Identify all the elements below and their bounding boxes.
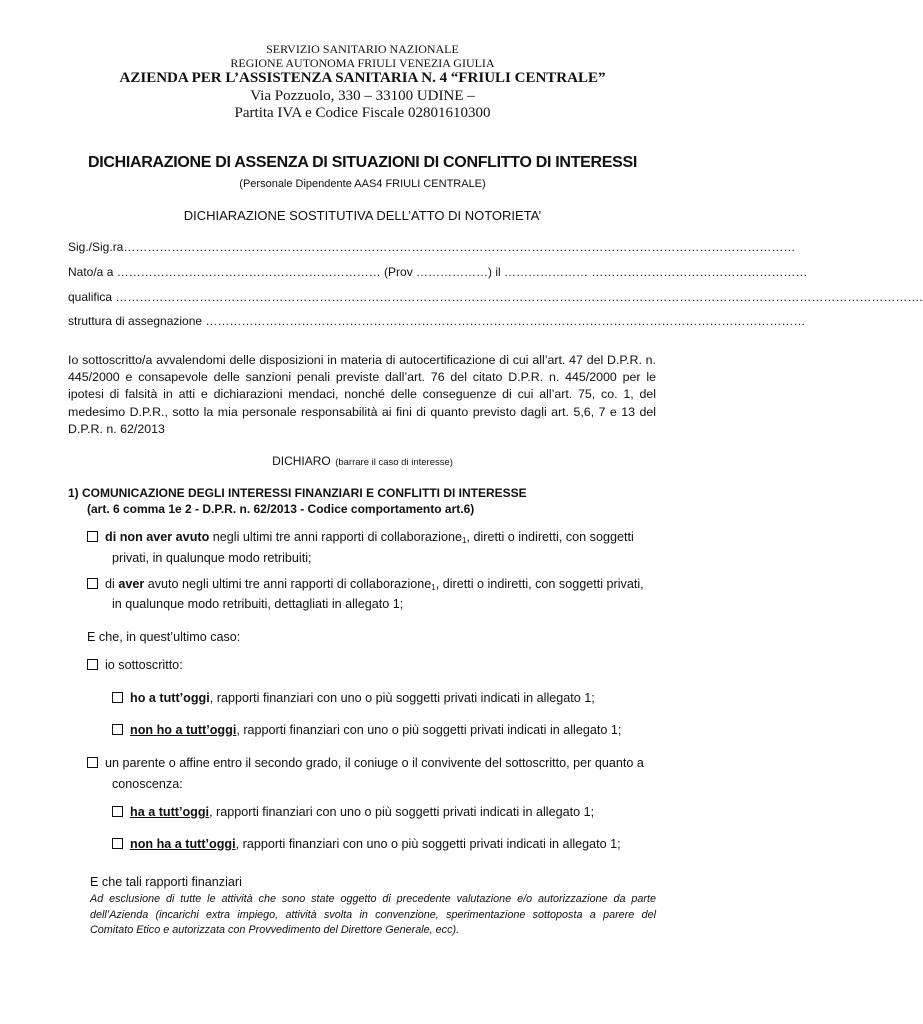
header-line-5: Partita IVA e Codice Fiscale 02801610300	[234, 105, 491, 121]
option-parente[interactable]	[87, 753, 644, 773]
option-text: di	[105, 577, 119, 591]
field-qualifica[interactable]: qualifica ………………………………………………………………………………………………………………………………………………………………………………….	[68, 290, 923, 304]
option-text: , rapporti finanziari con uno o più soggetti privati indicati in allegato 1;	[209, 805, 595, 819]
rapporti-label: E che tali rapporti finanziari	[90, 875, 242, 889]
checkbox-io-sottoscritto[interactable]	[87, 659, 98, 670]
e-che-label: E che, in quest’ultimo caso:	[87, 630, 241, 644]
checkbox-ha-a-tutt-oggi[interactable]	[112, 806, 123, 817]
option-bold-text: non ho a tutt’oggi	[130, 723, 237, 737]
header-line-4: Via Pozzuolo, 330 – 33100 UDINE –	[250, 88, 475, 104]
intro-line: Io sottoscritto/a avvalendomi delle disposizioni in materia di autocertificazione di cui all’art. 47 del D.P.R. n.	[68, 353, 656, 367]
esclusione-line: Comitato Etico e autorizzata con Provvedimento del Direttore Generale, ecc).	[90, 924, 460, 936]
option-io-sottoscritto[interactable]	[87, 655, 183, 675]
header-line-3: AZIENDA PER L’ASSISTENZA SANITARIA N. 4 “FRIULI CENTRALE”	[119, 70, 606, 86]
checkbox-non-ha-a-tutt-oggi[interactable]	[112, 838, 123, 849]
intro-line: medesimo D.P.R., sotto la mia personale responsabilità ai fini di quanto previsto dagli art. 5,6, 7 e 13 del	[68, 404, 656, 419]
intro-paragraph	[68, 352, 656, 438]
field-sig[interactable]: Sig./Sig.ra……………………………………………………………………………………………………………………………………………………	[68, 240, 796, 254]
section-1-reference: (art. 6 comma 1e 2 - D.P.R. n. 62/2013 - Codice comportamento art.6)	[87, 502, 475, 516]
option-aver-avuto-cont: in qualunque modo retribuiti, dettagliati in allegato 1;	[112, 597, 404, 611]
option-ha-a-tutt-oggi[interactable]	[112, 802, 594, 822]
option-text: , rapporti finanziari con uno o più soggetti privati indicati in allegato 1;	[235, 837, 621, 851]
option-non-ho-a-tutt-oggi[interactable]	[112, 720, 621, 740]
option-text: un parente o affine entro il secondo grado, il coniuge o il convivente del sottoscritto, per quanto a	[105, 756, 644, 770]
option-text: , rapporti finanziari con uno o più soggetti privati indicati in allegato 1;	[209, 691, 595, 705]
option-text: negli ultimi tre anni rapporti di collaborazione	[209, 530, 462, 544]
option-ho-a-tutt-oggi[interactable]	[112, 688, 595, 708]
option-bold-text: ha a tutt’oggi	[130, 805, 210, 819]
intro-line: D.P.R. n. 62/2013	[68, 421, 165, 436]
option-text: , diretti o indiretti, con soggetti privati,	[435, 577, 644, 591]
option-text: , diretti o indiretti, con soggetti	[466, 530, 634, 544]
document-subtitle-2: DICHIARAZIONE SOSTITUTIVA DELL’ATTO DI NOTORIETA’	[183, 208, 542, 223]
option-non-ha-a-tutt-oggi[interactable]	[112, 834, 621, 854]
option-bold-text: ho a tutt’oggi	[130, 691, 210, 705]
field-nato[interactable]: Nato/a a ………………………………………………………… (Prov ………………) il ………………… ………………………………………………	[68, 265, 808, 279]
field-struttura[interactable]: struttura di assegnazione ……………………………………………………………………………………………………………………………………	[68, 314, 806, 328]
checkbox-aver-avuto[interactable]	[87, 578, 98, 589]
document-subtitle: (Personale Dipendente AAS4 FRIULI CENTRALE)	[239, 178, 486, 190]
checkbox-non-ho-a-tutt-oggi[interactable]	[112, 724, 123, 735]
section-1-title: 1) COMUNICAZIONE DEGLI INTERESSI FINANZIARI E CONFLITTI DI INTERESSE	[68, 486, 527, 500]
intro-line: 445/2000 e consapevole delle sanzioni penali previste dall’art. 76 del citato D.P.R. n. 445/2000 per le	[68, 370, 656, 385]
checkbox-non-aver-avuto[interactable]	[87, 531, 98, 542]
option-text: avuto negli ultimi tre anni rapporti di collaborazione	[144, 577, 432, 591]
intro-line: ipotesi di falsità in atti e dichiarazioni mendaci, nonché delle conseguenze di cui all’art. 75, co. 1, del	[68, 387, 656, 402]
option-parente-cont: conoscenza:	[112, 777, 183, 791]
footnote-ref: 1	[462, 536, 467, 545]
option-non-aver-avuto-cont: privati, in qualunque modo retribuiti;	[112, 551, 312, 565]
esclusione-paragraph	[90, 892, 656, 939]
esclusione-line: Ad esclusione di tutte le attività che sono state oggetto di precedente valutazione e/o autorizzazione da parte	[90, 893, 656, 905]
esclusione-line: dell’Azienda (incarichi extra impiego, attività svolta in convenzione, sperimentazione sottoposta a parere del	[90, 908, 656, 921]
header-line-2: REGIONE AUTONOMA FRIULI VENEZIA GIULIA	[230, 56, 495, 70]
dichiaro-note: (barrare il caso di interesse)	[335, 457, 453, 468]
dichiaro-word: DICHIARO	[272, 454, 331, 468]
footnote-ref: 1	[431, 583, 436, 592]
document-title: DICHIARAZIONE DI ASSENZA DI SITUAZIONI DI CONFLITTO DI INTERESSI	[87, 154, 638, 171]
option-text: , rapporti finanziari con uno o più soggetti privati indicati in allegato 1;	[236, 723, 622, 737]
header-line-1: SERVIZIO SANITARIO NAZIONALE	[266, 42, 459, 56]
option-bold-text: aver	[118, 577, 145, 591]
option-text: io sottoscritto:	[105, 658, 183, 672]
checkbox-parente[interactable]	[87, 757, 98, 768]
dichiaro-line	[0, 452, 725, 470]
option-bold-text: di non aver avuto	[105, 530, 210, 544]
option-bold-text: non ha a tutt’oggi	[130, 837, 236, 851]
checkbox-ho-a-tutt-oggi[interactable]	[112, 692, 123, 703]
